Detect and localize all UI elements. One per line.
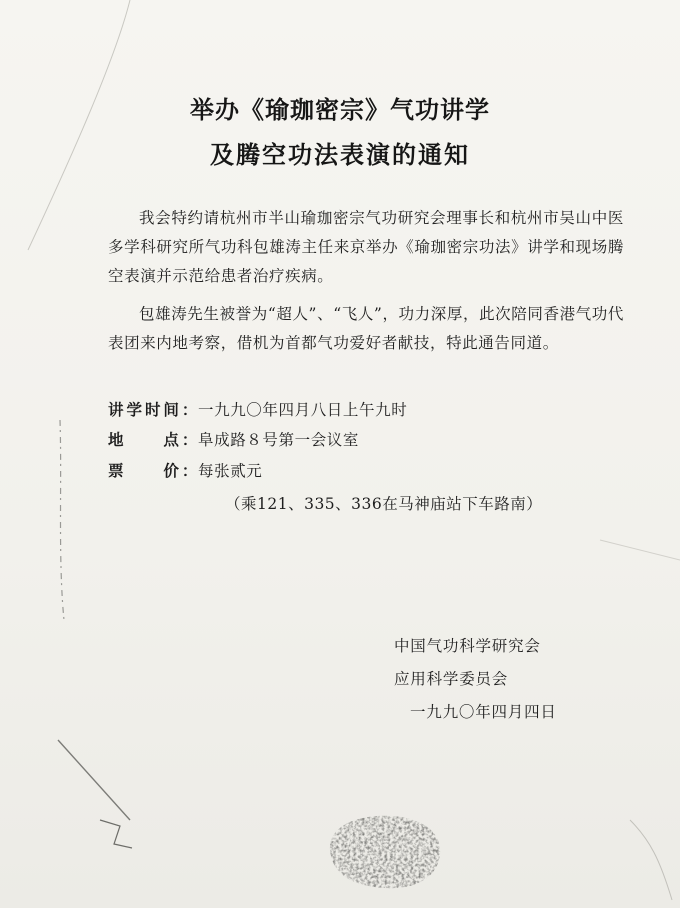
venue-value: 阜成路８号第一会议室	[198, 431, 360, 449]
lecture-time-value: 一九九〇年四月八日上午九时	[198, 401, 408, 419]
faded-stamp-smudge	[322, 810, 446, 892]
signature-org-line-1: 中国气功科学研究会	[394, 637, 541, 655]
ticket-price-value: 每张贰元	[198, 462, 263, 480]
notice-paragraph-2: 包雄涛先生被誉为“超人”、“飞人”，功力深厚，此次陪同香港气功代表团来内地考察，借机为首都气功爱好者献技，特此通告同道。	[108, 305, 624, 352]
notice-title-line-1: 举办《瑜珈密宗》气功讲学	[190, 96, 490, 124]
lecture-time-label: 讲学时间：	[108, 401, 198, 419]
signature-date: 一九九〇年四月四日	[410, 703, 557, 721]
venue-label: 地 点：	[108, 431, 198, 449]
notice-paragraph-1: 我会特约请杭州市半山瑜珈密宗气功研究会理事长和杭州市吴山中医多学科研究所气功科包雄涛主任来京举办《瑜珈密宗功法》讲学和现场腾空表演并示范给患者治疗疾病。	[108, 209, 624, 285]
ticket-price-label: 票 价：	[108, 462, 198, 480]
lecture-time-row	[108, 398, 407, 420]
notice-title-line-2: 及腾空功法表演的通知	[210, 141, 470, 169]
venue-row	[108, 428, 359, 450]
ticket-price-row	[108, 459, 262, 481]
bus-route-note: （乘121、335、336在马神庙站下车路南）	[225, 495, 543, 513]
signature-org-line-2: 应用科学委员会	[394, 670, 509, 688]
